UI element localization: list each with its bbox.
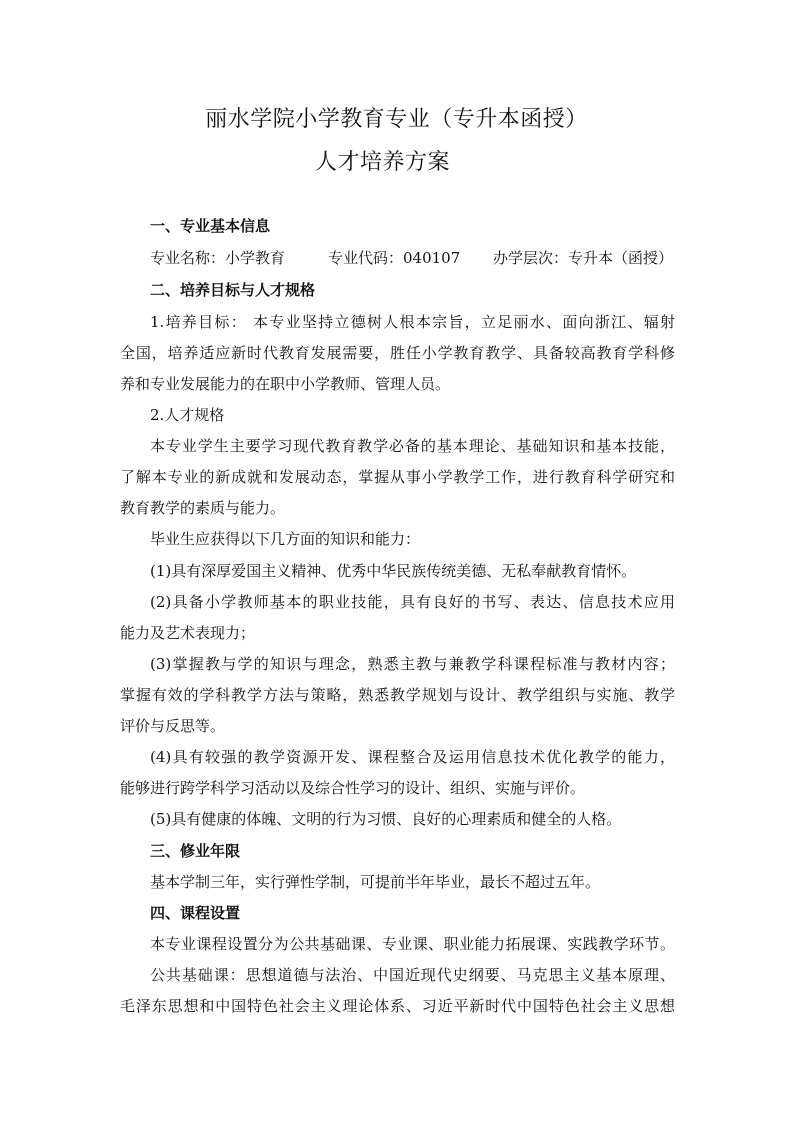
public-courses-line: 公共基础课：思想道德与法治、中国近现代史纲要、马克思主义基本原理、 bbox=[150, 966, 675, 984]
abilities-intro: 毕业生应获得以下几方面的知识和能力： bbox=[150, 530, 421, 548]
goal-line: 全国，培养适应新时代教育发展需要，胜任小学教育教学、具备较高教育学科修 bbox=[120, 344, 675, 362]
major-info-row bbox=[150, 248, 675, 268]
study-duration-text: 基本学制三年，实行弹性学制，可提前半年毕业，最长不超过五年。 bbox=[150, 873, 601, 891]
ability-item-1: (1)具有深厚爱国主义精神、优秀中华民族传统美德、无私奉献教育情怀。 bbox=[150, 562, 637, 580]
public-courses-line: 毛泽东思想和中国特色社会主义理论体系、习近平新时代中国特色社会主义思想 bbox=[120, 997, 675, 1015]
section2-heading: 二、培养目标与人才规格 bbox=[150, 281, 316, 299]
spec-line: 本专业学生主要学习现代教育教学必备的基本理论、基础知识和基本技能， bbox=[150, 437, 675, 455]
ability-item-3-cont: 掌握有效的学科教学方法与策略，熟悉教学规划与设计、教学组织与实施、教学 bbox=[120, 686, 675, 704]
curriculum-intro: 本专业课程设置分为公共基础课、专业课、职业能力拓展课、实践教学环节。 bbox=[150, 935, 675, 953]
goal-line: 养和专业发展能力的在职中小学教师、管理人员。 bbox=[120, 375, 451, 393]
spec-line: 了解本专业的新成就和发展动态，掌握从事小学教学工作，进行教育科学研究和 bbox=[120, 468, 675, 486]
document-title: 丽水学院小学教育专业（专升本函授） bbox=[205, 107, 588, 132]
education-level: 办学层次：专升本（函授） bbox=[493, 249, 674, 267]
ability-item-5: (5)具有健康的体魄、文明的行为习惯、良好的心理素质和健全的人格。 bbox=[150, 810, 622, 828]
major-code: 专业代码：040107 bbox=[328, 249, 461, 267]
ability-item-4: (4)具有较强的教学资源开发、课程整合及运用信息技术优化教学的能力， bbox=[150, 748, 675, 766]
section4-heading: 四、课程设置 bbox=[150, 904, 241, 922]
section1-heading: 一、专业基本信息 bbox=[150, 217, 271, 235]
ability-item-3-cont: 评价与反思等。 bbox=[120, 717, 226, 735]
major-name: 专业名称：小学教育 bbox=[150, 249, 286, 267]
ability-item-2: (2)具备小学教师基本的职业技能，具有良好的书写、表达、信息技术应用 bbox=[150, 593, 675, 611]
section3-heading: 三、修业年限 bbox=[150, 842, 241, 860]
ability-item-4-cont: 能够进行跨学科学习活动以及综合性学习的设计、组织、实施与评价。 bbox=[120, 779, 586, 797]
goal-line: 1.培养目标： 本专业坚持立德树人根本宗旨，立足丽水、面向浙江、辐射 bbox=[150, 313, 675, 331]
document-subtitle: 人才培养方案 bbox=[314, 150, 450, 175]
ability-item-3: (3)掌握教与学的知识与理念，熟悉主教与兼教学科课程标准与教材内容； bbox=[150, 655, 675, 673]
spec-line: 教育教学的素质与能力。 bbox=[120, 499, 286, 517]
spec-title: 2.人才规格 bbox=[150, 406, 225, 424]
ability-item-2-cont: 能力及艺术表现力； bbox=[120, 624, 256, 642]
